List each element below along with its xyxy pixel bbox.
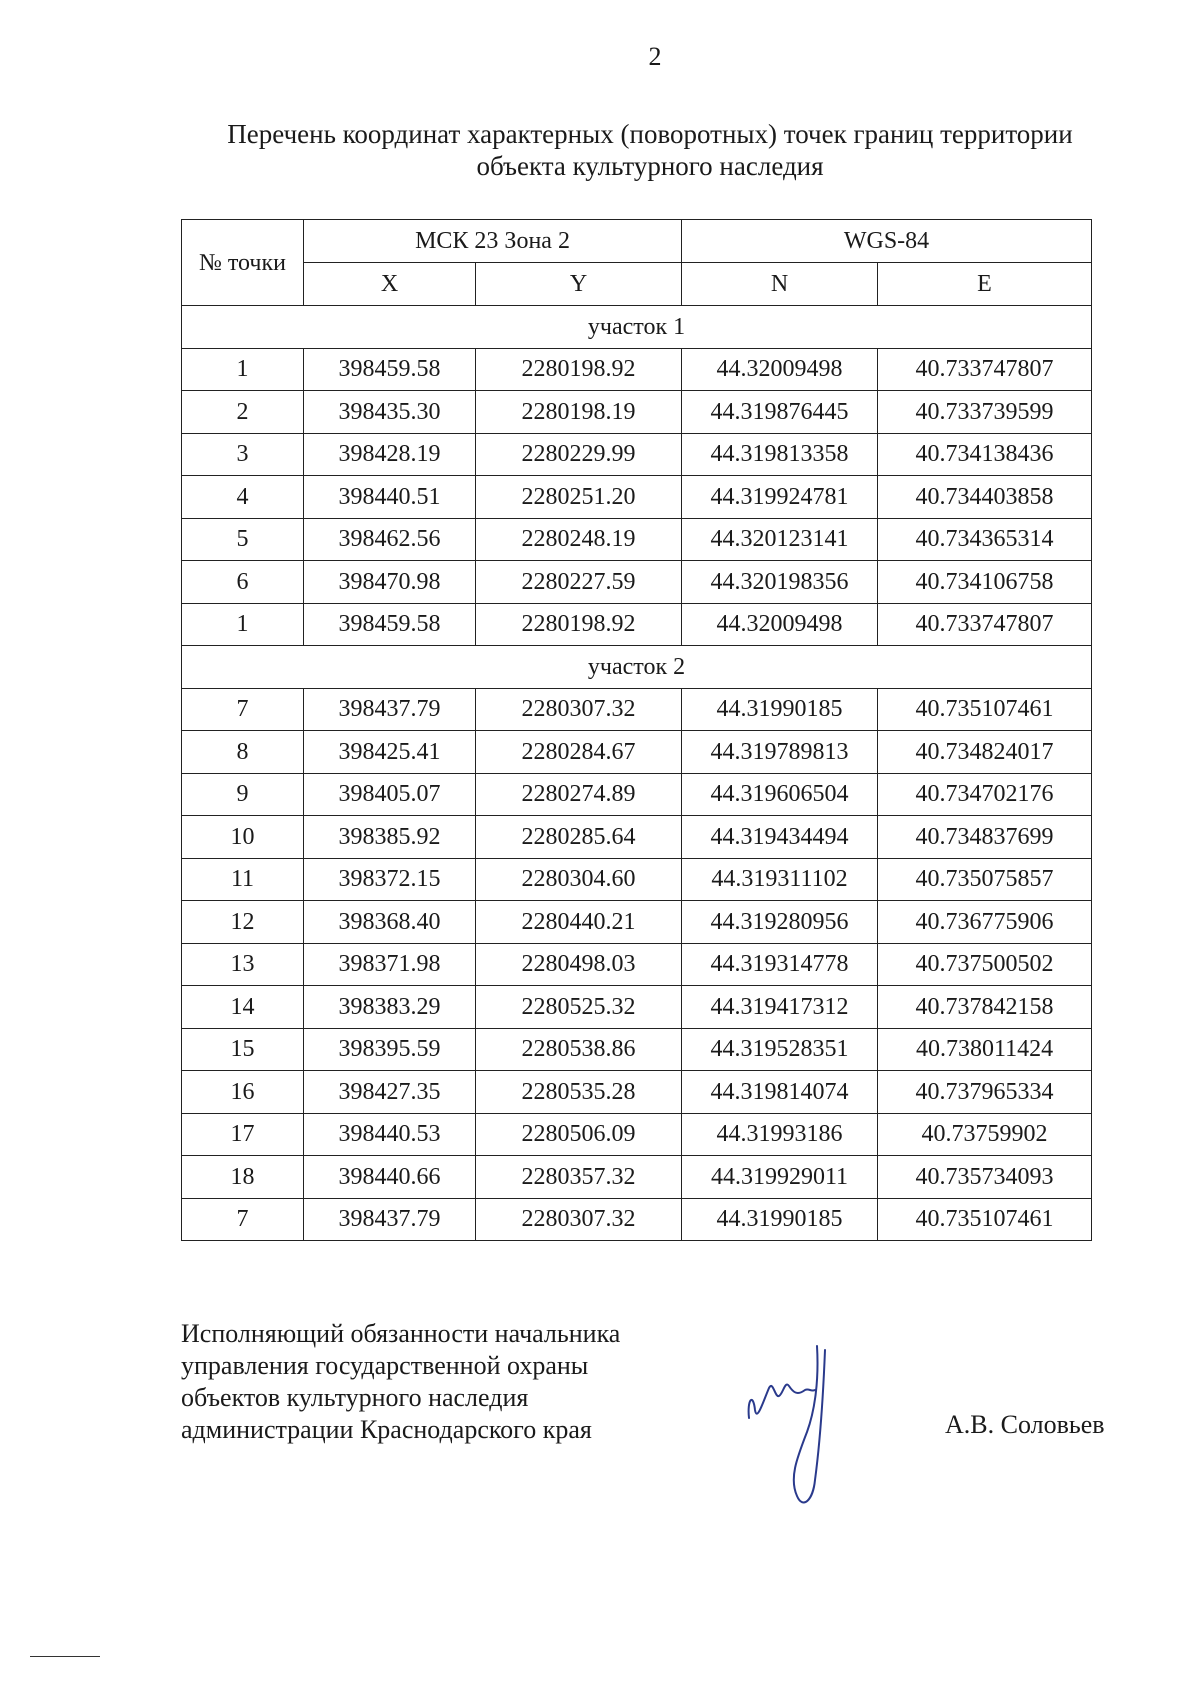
cell-point-number: 7 <box>182 688 304 731</box>
cell-e: 40.737965334 <box>878 1071 1092 1114</box>
cell-e: 40.734138436 <box>878 433 1092 476</box>
coordinates-table <box>181 219 1092 1241</box>
cell-point-number: 14 <box>182 986 304 1029</box>
cell-y: 2280198.19 <box>476 391 682 434</box>
cell-x: 398405.07 <box>304 773 476 816</box>
cell-y: 2280284.67 <box>476 731 682 774</box>
cell-e: 40.737500502 <box>878 943 1092 986</box>
table-row <box>182 816 1092 859</box>
cell-point-number: 6 <box>182 561 304 604</box>
cell-point-number: 3 <box>182 433 304 476</box>
cell-y: 2280525.32 <box>476 986 682 1029</box>
cell-x: 398383.29 <box>304 986 476 1029</box>
cell-x: 398440.51 <box>304 476 476 519</box>
header-x: X <box>304 263 476 306</box>
cell-point-number: 11 <box>182 858 304 901</box>
cell-y: 2280274.89 <box>476 773 682 816</box>
cell-y: 2280535.28 <box>476 1071 682 1114</box>
cell-x: 398395.59 <box>304 1028 476 1071</box>
cell-x: 398372.15 <box>304 858 476 901</box>
cell-x: 398459.58 <box>304 603 476 646</box>
cell-x: 398437.79 <box>304 1198 476 1241</box>
cell-n: 44.319314778 <box>682 943 878 986</box>
cell-point-number: 16 <box>182 1071 304 1114</box>
cell-point-number: 18 <box>182 1156 304 1199</box>
cell-point-number: 1 <box>182 603 304 646</box>
cell-y: 2280248.19 <box>476 518 682 561</box>
cell-n: 44.319929011 <box>682 1156 878 1199</box>
cell-n: 44.319434494 <box>682 816 878 859</box>
footer-rule <box>30 1656 100 1657</box>
cell-x: 398440.66 <box>304 1156 476 1199</box>
cell-n: 44.31990185 <box>682 688 878 731</box>
cell-y: 2280227.59 <box>476 561 682 604</box>
cell-e: 40.734365314 <box>878 518 1092 561</box>
table-row <box>182 1198 1092 1241</box>
cell-x: 398368.40 <box>304 901 476 944</box>
cell-n: 44.32009498 <box>682 348 878 391</box>
cell-point-number: 9 <box>182 773 304 816</box>
section-row <box>182 306 1092 349</box>
section-label: участок 2 <box>182 646 1092 689</box>
section-row <box>182 646 1092 689</box>
header-point-number: № точки <box>182 220 304 306</box>
cell-y: 2280307.32 <box>476 1198 682 1241</box>
cell-n: 44.31990185 <box>682 1198 878 1241</box>
table-row <box>182 476 1092 519</box>
table-row <box>182 943 1092 986</box>
cell-n: 44.32009498 <box>682 603 878 646</box>
cell-point-number: 4 <box>182 476 304 519</box>
document-title-line-1: Перечень координат характерных (поворотных) точек границ территории <box>227 119 1073 149</box>
cell-n: 44.319813358 <box>682 433 878 476</box>
cell-x: 398462.56 <box>304 518 476 561</box>
table-row <box>182 688 1092 731</box>
header-y: Y <box>476 263 682 306</box>
table-header-row-2 <box>182 263 1092 306</box>
table-row <box>182 1156 1092 1199</box>
cell-y: 2280198.92 <box>476 603 682 646</box>
cell-x: 398459.58 <box>304 348 476 391</box>
table-row <box>182 518 1092 561</box>
cell-e: 40.734824017 <box>878 731 1092 774</box>
cell-n: 44.320123141 <box>682 518 878 561</box>
cell-e: 40.735734093 <box>878 1156 1092 1199</box>
table-row <box>182 1071 1092 1114</box>
cell-n: 44.31993186 <box>682 1113 878 1156</box>
table-header-row-1 <box>182 220 1092 263</box>
cell-n: 44.319311102 <box>682 858 878 901</box>
signatory-position-line-4: администрации Краснодарского края <box>181 1415 592 1444</box>
cell-y: 2280307.32 <box>476 688 682 731</box>
signatory-position <box>181 1318 620 1446</box>
cell-y: 2280440.21 <box>476 901 682 944</box>
cell-point-number: 12 <box>182 901 304 944</box>
cell-y: 2280198.92 <box>476 348 682 391</box>
page-number: 2 <box>648 42 662 71</box>
cell-point-number: 2 <box>182 391 304 434</box>
document-title <box>195 118 1105 182</box>
table-row <box>182 858 1092 901</box>
table-row <box>182 1113 1092 1156</box>
cell-y: 2280498.03 <box>476 943 682 986</box>
table-row <box>182 603 1092 646</box>
cell-e: 40.733739599 <box>878 391 1092 434</box>
cell-x: 398428.19 <box>304 433 476 476</box>
cell-e: 40.738011424 <box>878 1028 1092 1071</box>
table-row <box>182 433 1092 476</box>
table-body <box>182 306 1092 1241</box>
cell-n: 44.319528351 <box>682 1028 878 1071</box>
cell-y: 2280229.99 <box>476 433 682 476</box>
cell-e: 40.735107461 <box>878 1198 1092 1241</box>
table-row <box>182 986 1092 1029</box>
cell-y: 2280304.60 <box>476 858 682 901</box>
signatory-position-line-2: управления государственной охраны <box>181 1351 589 1380</box>
cell-point-number: 17 <box>182 1113 304 1156</box>
cell-y: 2280538.86 <box>476 1028 682 1071</box>
table-row <box>182 561 1092 604</box>
table-row <box>182 391 1092 434</box>
cell-point-number: 13 <box>182 943 304 986</box>
cell-e: 40.734403858 <box>878 476 1092 519</box>
cell-x: 398427.35 <box>304 1071 476 1114</box>
cell-x: 398470.98 <box>304 561 476 604</box>
cell-x: 398385.92 <box>304 816 476 859</box>
table-row <box>182 1028 1092 1071</box>
cell-n: 44.320198356 <box>682 561 878 604</box>
table-row <box>182 731 1092 774</box>
table-row <box>182 901 1092 944</box>
cell-x: 398425.41 <box>304 731 476 774</box>
signatory-name: А.В. Соловьев <box>945 1410 1105 1439</box>
cell-x: 398371.98 <box>304 943 476 986</box>
cell-n: 44.319814074 <box>682 1071 878 1114</box>
cell-n: 44.319606504 <box>682 773 878 816</box>
header-e: E <box>878 263 1092 306</box>
cell-point-number: 10 <box>182 816 304 859</box>
cell-e: 40.73759902 <box>878 1113 1092 1156</box>
header-wgs: WGS-84 <box>682 220 1092 263</box>
handwritten-signature <box>745 1340 855 1515</box>
signatory-position-line-1: Исполняющий обязанности начальника <box>181 1319 621 1348</box>
cell-point-number: 1 <box>182 348 304 391</box>
cell-x: 398440.53 <box>304 1113 476 1156</box>
cell-e: 40.735075857 <box>878 858 1092 901</box>
header-msk: МСК 23 Зона 2 <box>304 220 682 263</box>
document-title-line-2: объекта культурного наследия <box>476 151 824 181</box>
cell-n: 44.319280956 <box>682 901 878 944</box>
cell-y: 2280285.64 <box>476 816 682 859</box>
cell-y: 2280251.20 <box>476 476 682 519</box>
cell-e: 40.734106758 <box>878 561 1092 604</box>
table-row <box>182 773 1092 816</box>
table-row <box>182 348 1092 391</box>
cell-y: 2280357.32 <box>476 1156 682 1199</box>
cell-e: 40.735107461 <box>878 688 1092 731</box>
cell-point-number: 15 <box>182 1028 304 1071</box>
cell-e: 40.733747807 <box>878 603 1092 646</box>
signatory-position-line-3: объектов культурного наследия <box>181 1383 529 1412</box>
cell-e: 40.733747807 <box>878 348 1092 391</box>
cell-x: 398437.79 <box>304 688 476 731</box>
cell-n: 44.319876445 <box>682 391 878 434</box>
cell-n: 44.319417312 <box>682 986 878 1029</box>
cell-point-number: 7 <box>182 1198 304 1241</box>
cell-x: 398435.30 <box>304 391 476 434</box>
cell-e: 40.734837699 <box>878 816 1092 859</box>
cell-e: 40.737842158 <box>878 986 1092 1029</box>
header-n: N <box>682 263 878 306</box>
cell-e: 40.736775906 <box>878 901 1092 944</box>
cell-n: 44.319924781 <box>682 476 878 519</box>
cell-point-number: 5 <box>182 518 304 561</box>
cell-e: 40.734702176 <box>878 773 1092 816</box>
cell-point-number: 8 <box>182 731 304 774</box>
cell-y: 2280506.09 <box>476 1113 682 1156</box>
cell-n: 44.319789813 <box>682 731 878 774</box>
section-label: участок 1 <box>182 306 1092 349</box>
